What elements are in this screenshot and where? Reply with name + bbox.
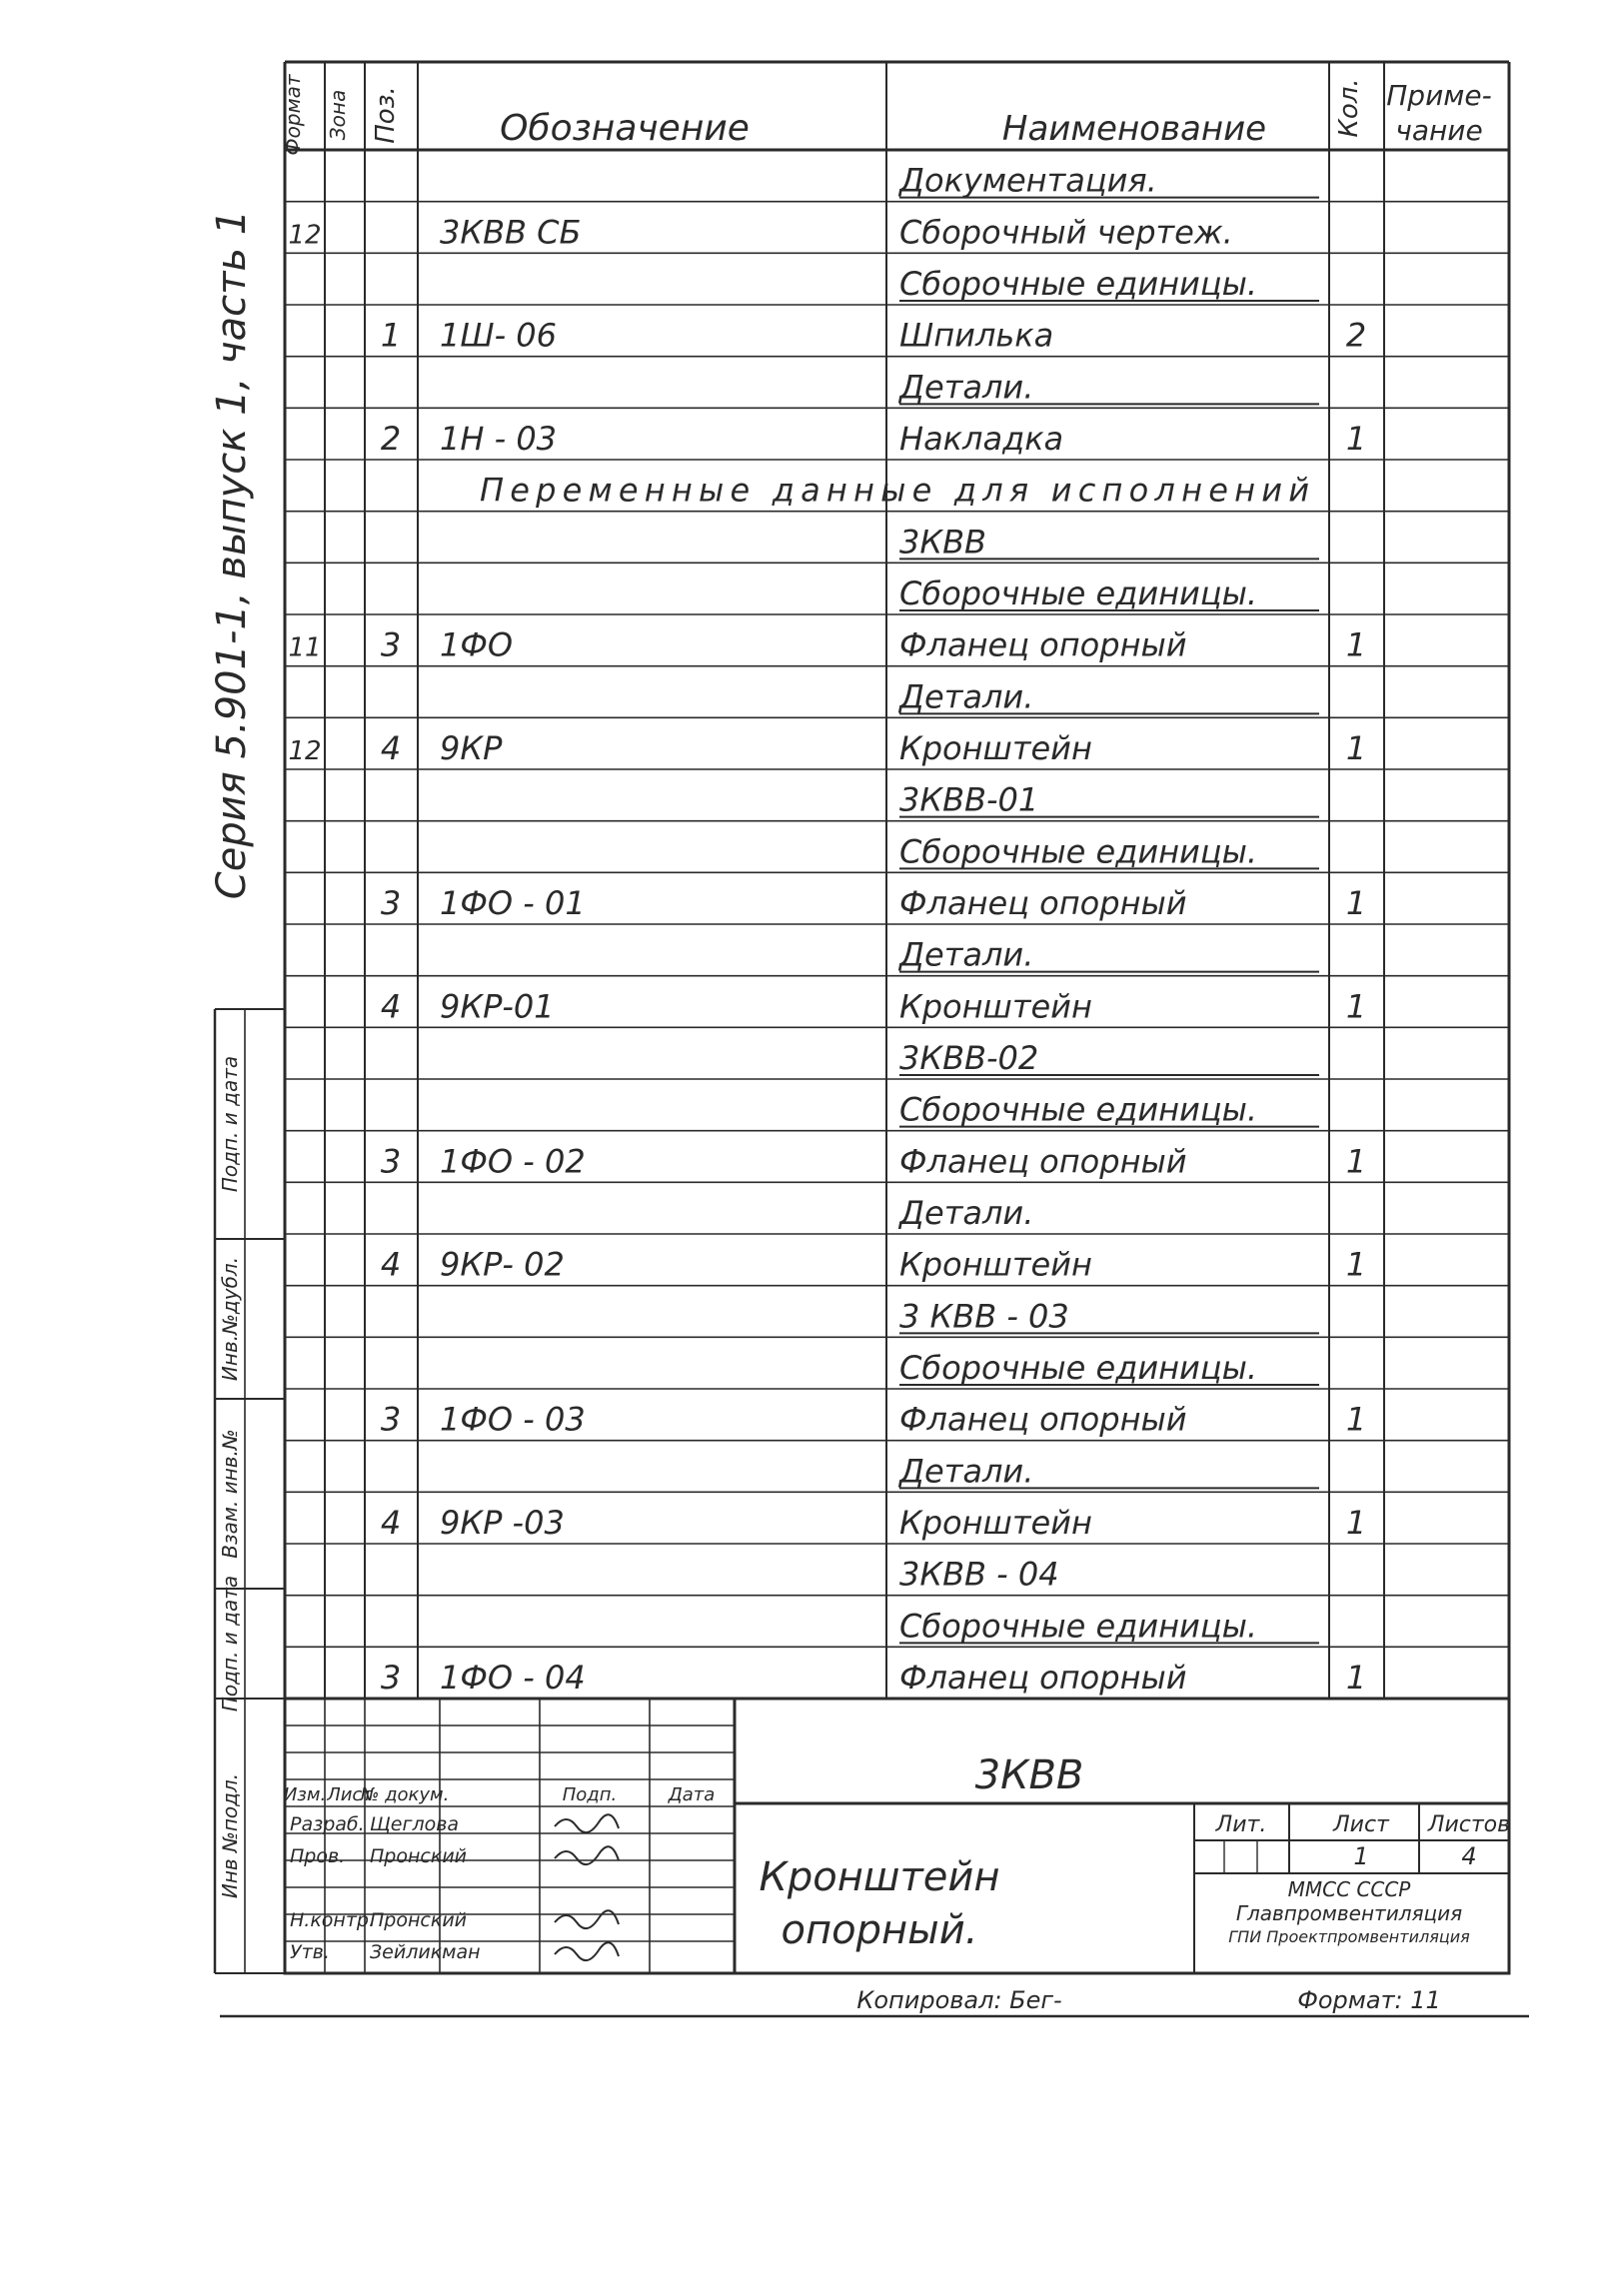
stamp-sheet-value: 1 <box>1353 1842 1369 1870</box>
row-name: Накладка <box>899 420 1064 458</box>
table-row <box>381 1246 1366 1284</box>
header-designation: Обозначение <box>500 108 750 149</box>
table-row <box>381 1504 1366 1542</box>
row-pos: 4 <box>380 1245 402 1284</box>
row-pos: 2 <box>380 420 402 458</box>
row-name: 3КВВ-01 <box>899 780 1039 819</box>
stamp-org-line2: Главпромвентиляция <box>1235 1901 1463 1925</box>
row-name: Кронштейн <box>899 1504 1092 1542</box>
row-name: Детали. <box>899 368 1034 407</box>
row-name: Документация. <box>899 161 1157 200</box>
row-qty: 1 <box>1345 1659 1367 1697</box>
row-name: Сборочные единицы. <box>899 1607 1258 1646</box>
stamp-sheet-label: Лист <box>1333 1812 1389 1837</box>
stamp-col-header: № докум. <box>360 1784 450 1805</box>
row-qty: 1 <box>1345 1504 1367 1542</box>
table-row <box>899 1556 1059 1594</box>
row-designation: 3КВВ СБ <box>440 213 582 252</box>
row-name: Сборочные единицы. <box>899 832 1258 871</box>
row-name: Детали. <box>899 935 1034 974</box>
row-pos: 4 <box>380 987 402 1026</box>
stamp-role: Утв. <box>290 1941 330 1963</box>
row-pos: 4 <box>380 729 402 767</box>
row-name: Фланец опорный <box>899 1400 1187 1439</box>
row-designation: 1ФО - 03 <box>440 1400 586 1439</box>
row-name: Сборочные единицы. <box>899 265 1258 303</box>
stamp-role: Пров. <box>290 1845 346 1867</box>
stamp-org-line1: ММСС СССР <box>1287 1877 1411 1901</box>
table-row <box>480 472 1309 510</box>
table-row <box>899 781 1319 819</box>
row-name: Детали. <box>899 1194 1034 1232</box>
row-name: 3КВВ - 04 <box>899 1555 1059 1594</box>
row-qty: 2 <box>1345 316 1367 355</box>
row-designation: 1Ш- 06 <box>440 316 558 355</box>
row-designation: 1ФО - 04 <box>440 1659 586 1697</box>
signature-scribble <box>555 1942 619 1960</box>
stamp-sheets-label: Листов <box>1427 1812 1511 1837</box>
header-zone: Зона <box>326 89 350 141</box>
table-row <box>899 1039 1319 1077</box>
table-row <box>381 1401 1366 1439</box>
row-name: Фланец опорный <box>899 1659 1187 1697</box>
header-format: Формат <box>281 74 305 156</box>
row-qty: 1 <box>1345 420 1367 458</box>
stamp-lit-label: Лит. <box>1215 1812 1267 1837</box>
table-row <box>288 626 1366 664</box>
table-row <box>381 317 1366 355</box>
row-qty: 1 <box>1345 729 1367 767</box>
table-row <box>899 832 1319 870</box>
table-row <box>381 884 1366 922</box>
row-name: Сборочные единицы. <box>899 1349 1258 1387</box>
stamp-col-header: Лист <box>327 1784 373 1805</box>
row-pos: 3 <box>380 884 402 922</box>
row-designation: 1ФО <box>440 625 514 664</box>
header-note-line1: Приме- <box>1386 79 1492 112</box>
row-qty: 1 <box>1345 1142 1367 1181</box>
signature-scribble <box>555 1846 619 1864</box>
row-designation: 9КР-01 <box>440 987 555 1026</box>
table-row <box>897 368 1319 406</box>
table-row <box>897 162 1319 200</box>
row-format: 11 <box>288 632 322 663</box>
row-name: Кронштейн <box>899 1245 1092 1284</box>
row-qty: 1 <box>1345 1400 1367 1439</box>
table-row <box>899 1607 1319 1645</box>
stamp-person-name: Пронский <box>370 1845 468 1867</box>
side-box-label: Подп. и дата <box>218 1575 242 1713</box>
side-box-label: Подп. и дата <box>218 1055 242 1193</box>
row-name: Сборочные единицы. <box>899 1090 1258 1129</box>
table-row <box>899 1091 1319 1129</box>
table-row <box>381 420 1366 458</box>
row-qty: 1 <box>1345 987 1367 1026</box>
header-pos: Поз. <box>371 86 401 144</box>
table-row <box>381 1659 1366 1697</box>
side-box-label: Инв №подл. <box>218 1772 242 1899</box>
row-format: 12 <box>288 220 322 251</box>
row-format: 12 <box>288 736 322 766</box>
side-box-label: Инв.№дубл. <box>218 1256 242 1382</box>
table-row <box>288 213 1232 251</box>
row-name: Кронштейн <box>899 729 1092 767</box>
row-name: 3КВВ <box>899 523 986 562</box>
row-pos: 4 <box>380 1504 402 1542</box>
header-note-line2: чание <box>1395 114 1483 147</box>
stamp-doc-code: 3КВВ <box>974 1752 1084 1798</box>
row-name: Фланец опорный <box>899 1142 1187 1181</box>
stamp-col-header: Изм. <box>283 1784 327 1805</box>
row-designation: 9КР <box>440 729 503 767</box>
stamp-col-header: Дата <box>668 1784 716 1805</box>
table-row <box>897 1194 1033 1232</box>
side-stamp-boxes <box>215 1009 285 1973</box>
table-row <box>899 574 1319 612</box>
table-row <box>288 729 1366 767</box>
side-box-label: Взам. инв.№ <box>218 1429 242 1559</box>
row-qty: 1 <box>1345 884 1367 922</box>
row-pos: 3 <box>380 1659 402 1697</box>
title-block <box>284 1699 1510 1973</box>
row-name: Шпилька <box>899 316 1054 355</box>
header-name: Наименование <box>1001 109 1267 149</box>
table-row <box>897 677 1319 715</box>
side-series-title: Серия 5.901-1, выпуск 1, часть 1 <box>209 209 255 900</box>
stamp-sheets-value: 4 <box>1461 1842 1477 1870</box>
stamp-person-name: Щеглова <box>370 1813 460 1835</box>
table-row <box>381 1142 1366 1180</box>
stamp-title-line2: опорный. <box>781 1907 978 1953</box>
row-pos: 1 <box>380 316 402 355</box>
row-pos: 3 <box>380 625 402 664</box>
signature-scribble <box>555 1814 619 1832</box>
row-designation: 9КР -03 <box>440 1504 565 1542</box>
header-qty: Кол. <box>1334 78 1364 138</box>
stamp-col-header: Подп. <box>562 1784 618 1805</box>
row-span-text: Переменные данные для исполнений <box>480 471 1309 510</box>
table-row <box>899 1349 1319 1387</box>
table-row <box>897 936 1319 974</box>
stamp-role: Н.контр. <box>290 1909 376 1931</box>
row-qty: 1 <box>1345 625 1367 664</box>
row-name: Сборочные единицы. <box>899 574 1258 612</box>
spec-table-grid <box>285 62 1509 1699</box>
row-name: Сборочный чертеж. <box>899 213 1233 252</box>
stamp-title-line1: Кронштейн <box>759 1854 1000 1900</box>
row-pos: 3 <box>380 1142 402 1181</box>
spec-rows <box>288 162 1366 1697</box>
stamp-org-line3: ГПИ Проектпромвентиляция <box>1228 1927 1470 1946</box>
row-designation: 9КР- 02 <box>440 1245 565 1284</box>
row-name: Детали. <box>899 677 1034 716</box>
table-row <box>897 1452 1319 1490</box>
row-name: Фланец опорный <box>899 625 1187 664</box>
table-row <box>899 1297 1319 1335</box>
row-name: 3КВВ-02 <box>899 1039 1039 1077</box>
stamp-role: Разраб. <box>290 1813 365 1835</box>
row-name: Кронштейн <box>899 987 1092 1026</box>
row-name: Фланец опорный <box>899 884 1187 922</box>
footer-copied-by: Копировал: Бег- <box>856 1986 1062 2014</box>
table-row <box>899 265 1319 303</box>
footer-format: Формат: 11 <box>1297 1986 1441 2014</box>
row-designation: 1ФО - 01 <box>440 884 586 922</box>
row-designation: 1Н - 03 <box>440 420 558 458</box>
signature-scribble <box>555 1910 619 1928</box>
row-name: 3 КВВ - 03 <box>899 1297 1069 1336</box>
table-row <box>381 987 1366 1025</box>
stamp-person-name: Зейликман <box>370 1941 481 1963</box>
stamp-person-name: Пронский <box>370 1909 468 1931</box>
row-pos: 3 <box>380 1400 402 1439</box>
table-row <box>899 523 1319 561</box>
row-qty: 1 <box>1345 1245 1367 1284</box>
row-name: Детали. <box>899 1452 1034 1491</box>
row-designation: 1ФО - 02 <box>440 1142 586 1181</box>
